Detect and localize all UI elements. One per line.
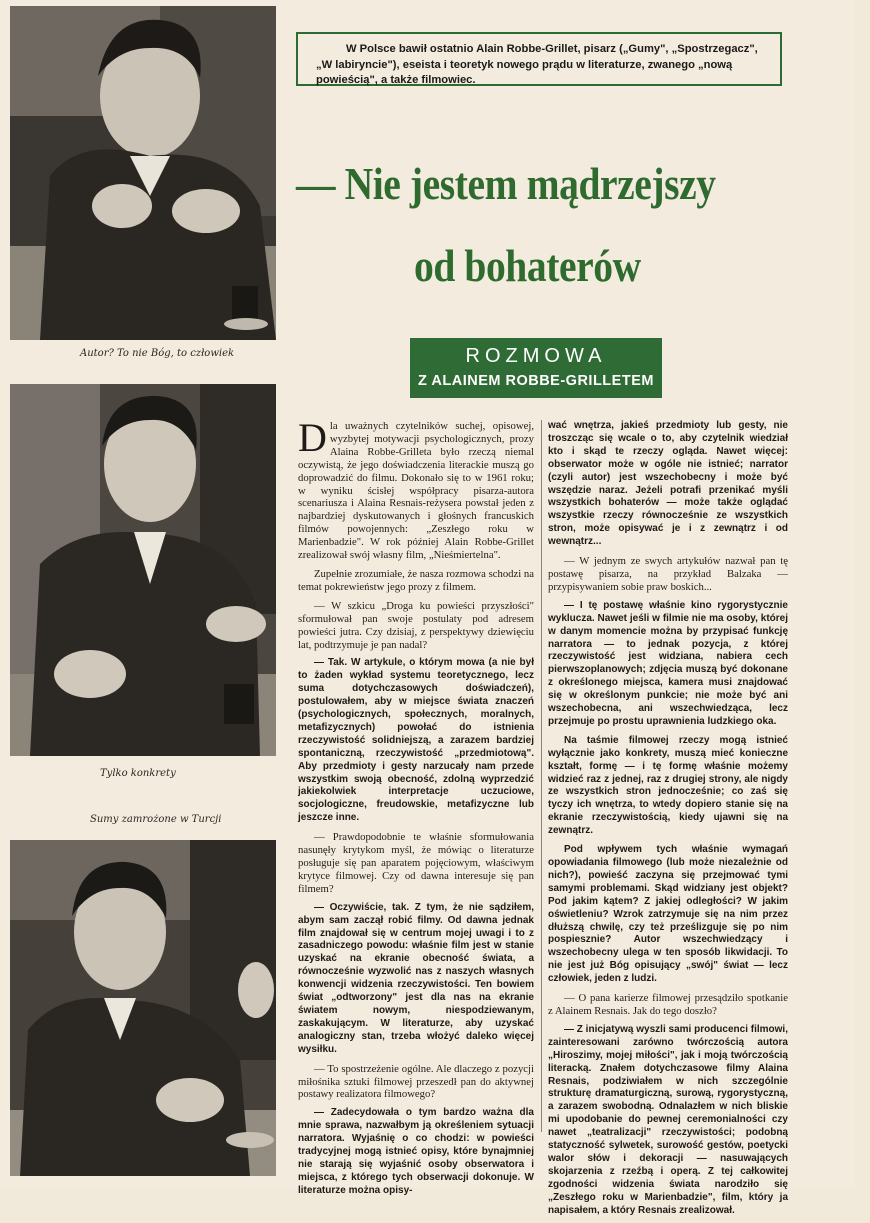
section-sublabel: Z ALAINEM ROBBE-GRILLETEM xyxy=(418,373,654,389)
answer: — Zadecydowała o tym bardzo ważna dla mnie sprawa, nazwałbym ją określeniem sytuacji narratora. Wyjaśnię o co chodzi: w powieści tradycyjnej mogą istnieć opisy, które bynajmniej nie starają się wyjaśnić osoby obserwatora i miejsca, z którego tych obserwacji dokonuje. W literaturze można opisy- xyxy=(298,1107,534,1196)
answer: — Tak. W artykule, o którym mowa (a nie był to żaden wykład systemu teoretycznego, lecz suma dotychczasowych doświadczeń), postulowałem, aby w miejsce świata znaczeń (psychologicznych, społecznych, moralnych, metafizycznych) powołać do istnienia rzeczywistość solidniejszą, a zarazem bardziej spontaniczną, rzeczywistość „przedmiotową". Aby przedmioty i gesty narzucały nam przede wszystkim swoją obecność, zdolną wyprzedzić jakiekolwiek interpretacje uczuciowe, socjologiczne, freudowskie, metafizyczne lub jeszcze inne. xyxy=(298,657,534,824)
column-divider xyxy=(541,420,542,1132)
question: — W jednym ze swych artykułów nazwał pan tę postawę pisarza, na przykład Balzaka — przypisywaniem sobie praw boskich... xyxy=(548,555,788,593)
question: — Prawdopodobnie te właśnie sformułowania nasunęły krytykom myśl, że mówiąc o literaturze posługuje się pan aparatem pojęciowym, właściwym krytyce filmowej. Czy od dawna interesuje się pan filmem? xyxy=(298,831,534,895)
section-label: ROZMOWA xyxy=(465,345,607,367)
section-label-box xyxy=(410,338,662,398)
caption-photo-3: Sumy zamrożone w Turcji xyxy=(90,814,222,825)
headline-line-2: od bohaterów xyxy=(414,240,641,291)
answer: — I tę postawę właśnie kino rygorystycznie wyklucza. Nawet jeśli w filmie nie ma osoby, której w danym momencie można by przypisać funkcję narratora — to jednak pozycja, z której rzeczywistość jest widziana, nabiera cech pierwszoplanowych; zdjęcia muszą być dokonane z określonego miejsca, kamera musi znajdować się w określonym punkcie; nie może być ani wszechobecna, ani wszechwiedząca, lecz przejmuje po prostu uprawnienia ludzkiego oka. xyxy=(548,599,788,727)
drop-cap: D xyxy=(298,415,327,460)
question: — W szkicu „Droga ku powieści przyszłości" sformułował pan swoje postulaty pod adresem powieści jutra. Czy dzisiaj, z perspektywy dziewięciu lat, podtrzymuje je pan nadal? xyxy=(298,599,534,651)
answer: Pod wpływem tych właśnie wymagań opowiadania filmowego (lub może niezależnie od nich?), powieść zaczyna się przejmować tymi samymi problemami. Skąd widziany jest objekt? Pod jakim kątem? Z jakiej odległości? W jakim oświetleniu? Wzrok zatrzymuje się na nim przez dłuższą chwilę, czy też prześlizguje się po nim pospiesznie? Autor wszechwiedzący i wszechobecny ulega w ten sposób likwidacji. To nie jest już Bóg opisujący „swój" świat — lecz człowiek, jeden z ludzi. xyxy=(548,844,788,985)
answer: — Z inicjatywą wyszli sami producenci filmowi, zainteresowani zarówno twórczością autora „Hiroszimy, mojej miłości", jak i moją twórczością literacką. Znałem dotychczasowe filmy Alaina Resnais, podziwiałem w nich szczególnie strukturę dramaturgiczną, surową, rygorystyczną, a zarazem swobodną. Odnalazłem w nich bliskie mi upodobanie do pewnej ceremonialności czy nawet „teatralizacji" rzeczywistości; podobną statyczność sylwetek, surowość gestów, poetycki walor słów i dekoracji — nasuwających skojarzenia z rzeźbą i operą. Z tej całkowitej zgodności widzenia świata narodziło się „Zeszłego roku w Marienbadzie", film, który ja napisałem, a który Resnais zrealizował. xyxy=(548,1023,788,1216)
answer: Na taśmie filmowej rzeczy mogą istnieć wyłącznie jako konkrety, muszą mieć konieczne kształt, formę — i tę formę właśnie możemy widzieć raz z jednej, raz z drugiej strony, ale nigdy ze wszystkich stron jednocześnie; co zaś się tyczy ich wnętrza, to wtedy dopiero stanie się na ekranie rzeczywistością, kiedy ujawni się na zewnątrz. xyxy=(548,734,788,837)
question: — O pana karierze filmowej przesądziło spotkanie z Alainem Resnais. Jak do tego doszło? xyxy=(548,992,788,1017)
paragraph: Zupełnie zrozumiałe, że nasza rozmowa schodzi na temat pokrewieństw jego prozy z filmem. xyxy=(298,567,534,593)
answer: wać wnętrza, jakieś przedmioty lub gesty, nie troszcząc się wcale o to, aby czytelnik wiedział kto i skąd te rzeczy ogląda. Nawet więcej: obserwator może w ogóle nie istnieć; narrator (czyli autor) jest wszechobecny i może być wszędzie naraz. Jeżeli potrafi przenikać myśli wszystkich bohaterów — może także oglądać wszystkie rzeczy równocześnie ze wszystkich stron, może opisywać je i z zewnątrz i od wewnątrz... xyxy=(548,420,788,548)
intro-box xyxy=(296,32,782,86)
answer: — Oczywiście, tak. Z tym, że nie sądziłem, abym sam zaczął robić filmy. Od dawna jednak film znajdował się w centrum mojej uwagi i to z zasadniczego powodu: właśnie film jest w stanie uzyskać na ekranie obecność świata, a równocześnie wyzwolić nas z naszych własnych konwencji widzenia rzeczywistości. Ten bowiem świat „odtworzony" jest dla nas na ekranie światem nowym, niespodziewanym, zaskakującym. W literaturze, aby uzyskać analogiczny stan, trzeba włożyć daleko więcej wysiłku. xyxy=(298,901,534,1055)
question: — To spostrzeżenie ogólne. Ale dlaczego z pozycji miłośnika sztuki filmowej przeszedł pan do aktywnej postawy realizatora filmowego? xyxy=(298,1062,534,1101)
photo-author-explaining xyxy=(10,840,276,1176)
photo-author-gesturing xyxy=(10,6,276,340)
paragraph: Dla uważnych czytelników suchej, opisowej, wyzbytej motywacji psychologicznych, prozy Alaina Robbe-Grilleta było rzeczą niemal oczywistą, że jego doświadczenia literackie muszą go doprowadzić do filmu. Dokonało się to w 1961 roku; w wyniku ścisłej współpracy pisarza-autora scenariusza i Alaina Resnais-reżysera powstał jeden z najbardziej dyskutowanych i głośnych francuskich filmów powojennych: „Zeszłego roku w Marienbadzie". W rok później Alain Robbe-Grillet zrealizował swój własny film, „Nieśmiertelna". xyxy=(298,415,534,562)
article-column-1 xyxy=(298,415,534,1204)
article-column-2 xyxy=(548,420,788,1223)
photo-author-speaking xyxy=(10,384,276,756)
caption-photo-2: Tylko konkrety xyxy=(100,768,176,779)
caption-photo-1: Autor? To nie Bóg, to człowiek xyxy=(80,348,235,359)
headline-line-1: — Nie jestem mądrzejszy xyxy=(296,158,716,209)
intro-text: W Polsce bawił ostatnio Alain Robbe-Grillet, pisarz („Gumy", „Spostrzegacz", „W labiryncie"), eseista i teoretyk nowego prądu w literaturze, zwanego „nową powieścią", a także filmowiec. xyxy=(316,43,758,86)
